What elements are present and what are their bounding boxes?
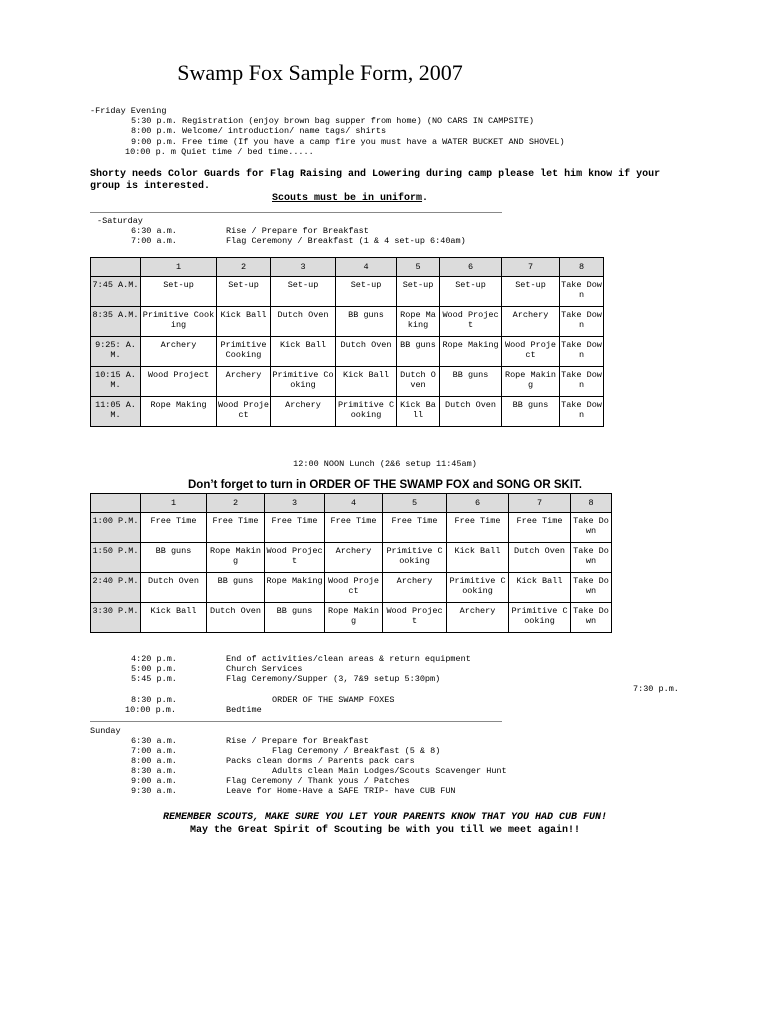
activity-cell: Free Time [383, 513, 447, 543]
activity-cell: Set-up [502, 277, 560, 307]
sunday-heading: Sunday [90, 726, 121, 736]
page-title: Swamp Fox Sample Form, 2007 [177, 60, 463, 85]
time-cell: 1:50 P.M. [91, 543, 141, 573]
friday-heading: -Friday Evening [90, 106, 167, 116]
activity-cell: Rope Making [440, 337, 502, 367]
column-header: 2 [207, 494, 265, 513]
activity-cell: BB guns [265, 603, 325, 633]
activity-cell: Archery [383, 573, 447, 603]
friday-line: 9:00 p.m. Free time (If you have a camp fire you must have a WATER BUCKET AND SHOVEL) [131, 137, 565, 147]
evening-event: Church Services [226, 664, 303, 674]
activity-cell: Kick Ball [336, 367, 397, 397]
sunday-event: Flag Ceremony / Thank yous / Patches [226, 776, 410, 786]
activity-cell: Set-up [141, 277, 217, 307]
sunday-event: Rise / Prepare for Breakfast [226, 736, 369, 746]
activity-cell: Set-up [440, 277, 502, 307]
activity-cell: Archery [325, 543, 383, 573]
color-guard-notice-cont: group is interested. [90, 181, 211, 192]
activity-cell: Take Down [571, 573, 612, 603]
activity-cell: Wood Project [265, 543, 325, 573]
column-header: 6 [440, 258, 502, 277]
divider [90, 721, 502, 722]
sunday-time: 9:30 a.m. [131, 786, 177, 796]
activity-cell: Primitive Cooking [336, 397, 397, 427]
activity-cell: Free Time [207, 513, 265, 543]
activity-cell: Primitive Cooking [141, 307, 217, 337]
table-row [91, 397, 604, 427]
activity-cell: Wood Project [383, 603, 447, 633]
activity-cell: Take Down [560, 277, 604, 307]
sunday-event: Adults clean Main Lodges/Scouts Scavenger Hunt [272, 766, 507, 776]
sunday-event: Packs clean dorms / Parents pack cars [226, 756, 415, 766]
activity-cell: Kick Ball [217, 307, 271, 337]
activity-cell: Kick Ball [141, 603, 207, 633]
sunday-time: 9:00 a.m. [131, 776, 177, 786]
late-time: 8:30 p.m. [131, 695, 177, 705]
table-header-row [91, 494, 612, 513]
activity-cell: Wood Project [325, 573, 383, 603]
activity-cell: Primitive Cooking [383, 543, 447, 573]
activity-cell: Free Time [141, 513, 207, 543]
activity-cell: Set-up [217, 277, 271, 307]
activity-cell: Free Time [265, 513, 325, 543]
column-header: 4 [325, 494, 383, 513]
activity-cell: Kick Ball [447, 543, 509, 573]
activity-cell: BB guns [141, 543, 207, 573]
time-cell: 7:45 A.M. [91, 277, 141, 307]
activity-cell: Archery [447, 603, 509, 633]
column-header: 5 [383, 494, 447, 513]
time-cell: 3:30 P.M. [91, 603, 141, 633]
closing-reminder: REMEMBER SCOUTS, MAKE SURE YOU LET YOUR PARENTS KNOW THAT YOU HAD CUB FUN! [162, 812, 608, 823]
column-header: 4 [336, 258, 397, 277]
color-guard-notice: Shorty needs Color Guards for Flag Raising and Lowering during camp please let him know if your [90, 169, 661, 180]
time-cell: 2:40 P.M. [91, 573, 141, 603]
column-header: 1 [141, 258, 217, 277]
column-header [91, 258, 141, 277]
activity-cell: Archery [502, 307, 560, 337]
activity-cell: Kick Ball [271, 337, 336, 367]
table-header-row [91, 258, 604, 277]
activity-cell: BB guns [502, 397, 560, 427]
activity-cell: Dutch Oven [207, 603, 265, 633]
sunday-time: 8:00 a.m. [131, 756, 177, 766]
activity-cell: Wood Project [141, 367, 217, 397]
friday-line: 8:00 p.m. Welcome/ introduction/ name tags/ shirts [131, 126, 387, 136]
activity-cell: Dutch Oven [141, 573, 207, 603]
lunch-line: 12:00 NOON Lunch (2&6 setup 11:45am) [293, 459, 477, 469]
column-header: 3 [265, 494, 325, 513]
column-header: 8 [571, 494, 612, 513]
activity-cell: Kick Ball [397, 397, 440, 427]
activity-cell: Take Down [560, 367, 604, 397]
evening-note: 7:30 p.m. [633, 684, 679, 694]
activity-cell: Rope Making [141, 397, 217, 427]
activity-cell: BB guns [440, 367, 502, 397]
evening-event: Flag Ceremony/Supper (3, 7&9 setup 5:30pm) [226, 674, 441, 684]
activity-cell: Take Down [560, 337, 604, 367]
late-event: Bedtime [226, 705, 262, 715]
activity-cell: Primitive Cooking [447, 573, 509, 603]
sunday-event: Leave for Home-Have a SAFE TRIP- have CUB FUN [226, 786, 456, 796]
column-header: 3 [271, 258, 336, 277]
late-time: 10:00 p.m. [125, 705, 177, 715]
activity-cell: Dutch Oven [440, 397, 502, 427]
table-row [91, 603, 612, 633]
friday-line: 10:00 p. m Quiet time / bed time..... [125, 147, 314, 157]
column-header: 2 [217, 258, 271, 277]
saturday-event: Flag Ceremony / Breakfast (1 & 4 set-up 6:40am) [226, 236, 466, 246]
activity-cell: Rope Making [502, 367, 560, 397]
activity-cell: Rope Making [325, 603, 383, 633]
evening-time: 5:45 p.m. [131, 674, 177, 684]
activity-cell: Take Down [560, 307, 604, 337]
table-row [91, 543, 612, 573]
morning-schedule-table [90, 257, 604, 427]
activity-cell: Dutch Oven [509, 543, 571, 573]
uniform-text: Scouts must be in uniform [272, 193, 423, 204]
activity-cell: Primitive Cooking [509, 603, 571, 633]
table-row [91, 513, 612, 543]
table-row [91, 573, 612, 603]
time-cell: 11:05 A.M. [91, 397, 141, 427]
activity-cell: Wood Project [502, 337, 560, 367]
column-header: 7 [509, 494, 571, 513]
table-row [91, 367, 604, 397]
activity-cell: Take Down [571, 603, 612, 633]
afternoon-schedule-table [90, 493, 612, 633]
column-header [91, 494, 141, 513]
sunday-time: 6:30 a.m. [131, 736, 177, 746]
activity-cell: Take Down [571, 513, 612, 543]
late-event: ORDER OF THE SWAMP FOXES [272, 695, 395, 705]
column-header: 6 [447, 494, 509, 513]
activity-cell: Wood Project [217, 397, 271, 427]
activity-cell: BB guns [397, 337, 440, 367]
time-cell: 9:25: A.M. [91, 337, 141, 367]
activity-cell: Wood Project [440, 307, 502, 337]
activity-cell: Primitive Cooking [217, 337, 271, 367]
activity-cell: Free Time [325, 513, 383, 543]
column-header: 5 [397, 258, 440, 277]
sunday-time: 7:00 a.m. [131, 746, 177, 756]
uniform-period: . [422, 193, 429, 204]
table-row [91, 307, 604, 337]
time-cell: 10:15 A.M. [91, 367, 141, 397]
activity-cell: Set-up [397, 277, 440, 307]
activity-cell: Take Down [571, 543, 612, 573]
column-header: 7 [502, 258, 560, 277]
column-header: 1 [141, 494, 207, 513]
activity-cell: Dutch Oven [336, 337, 397, 367]
activity-cell: Archery [141, 337, 217, 367]
saturday-time: 7:00 a.m. [131, 236, 177, 246]
table-row [91, 337, 604, 367]
activity-cell: Free Time [447, 513, 509, 543]
column-header: 8 [560, 258, 604, 277]
activity-cell: Dutch Oven [271, 307, 336, 337]
activity-cell: Free Time [509, 513, 571, 543]
activity-cell: Rope Making [207, 543, 265, 573]
saturday-time: 6:30 a.m. [131, 226, 177, 236]
swamp-fox-reminder: Don’t forget to turn in ORDER OF THE SWAMP FOX and SONG OR SKIT. [188, 479, 582, 491]
activity-cell: Set-up [271, 277, 336, 307]
activity-cell: Take Down [560, 397, 604, 427]
activity-cell: Archery [271, 397, 336, 427]
time-cell: 8:35 A.M. [91, 307, 141, 337]
sunday-time: 8:30 a.m. [131, 766, 177, 776]
activity-cell: Dutch Oven [397, 367, 440, 397]
closing-blessing: May the Great Spirit of Scouting be with you till we meet again!! [189, 825, 581, 836]
saturday-event: Rise / Prepare for Breakfast [226, 226, 369, 236]
uniform-notice [272, 194, 428, 204]
table-row [91, 277, 604, 307]
activity-cell: Rope Making [265, 573, 325, 603]
activity-cell: BB guns [207, 573, 265, 603]
activity-cell: BB guns [336, 307, 397, 337]
evening-time: 4:20 p.m. [131, 654, 177, 664]
evening-event: End of activities/clean areas & return equipment [226, 654, 471, 664]
evening-time: 5:00 p.m. [131, 664, 177, 674]
activity-cell: Set-up [336, 277, 397, 307]
activity-cell: Primitive Cooking [271, 367, 336, 397]
activity-cell: Rope Making [397, 307, 440, 337]
saturday-heading: -Saturday [97, 216, 143, 226]
time-cell: 1:00 P.M. [91, 513, 141, 543]
friday-line: 5:30 p.m. Registration (enjoy brown bag supper from home) (NO CARS IN CAMPSITE) [131, 116, 534, 126]
divider [90, 212, 502, 213]
activity-cell: Archery [217, 367, 271, 397]
sunday-event: Flag Ceremony / Breakfast (5 & 8) [272, 746, 441, 756]
activity-cell: Kick Ball [509, 573, 571, 603]
